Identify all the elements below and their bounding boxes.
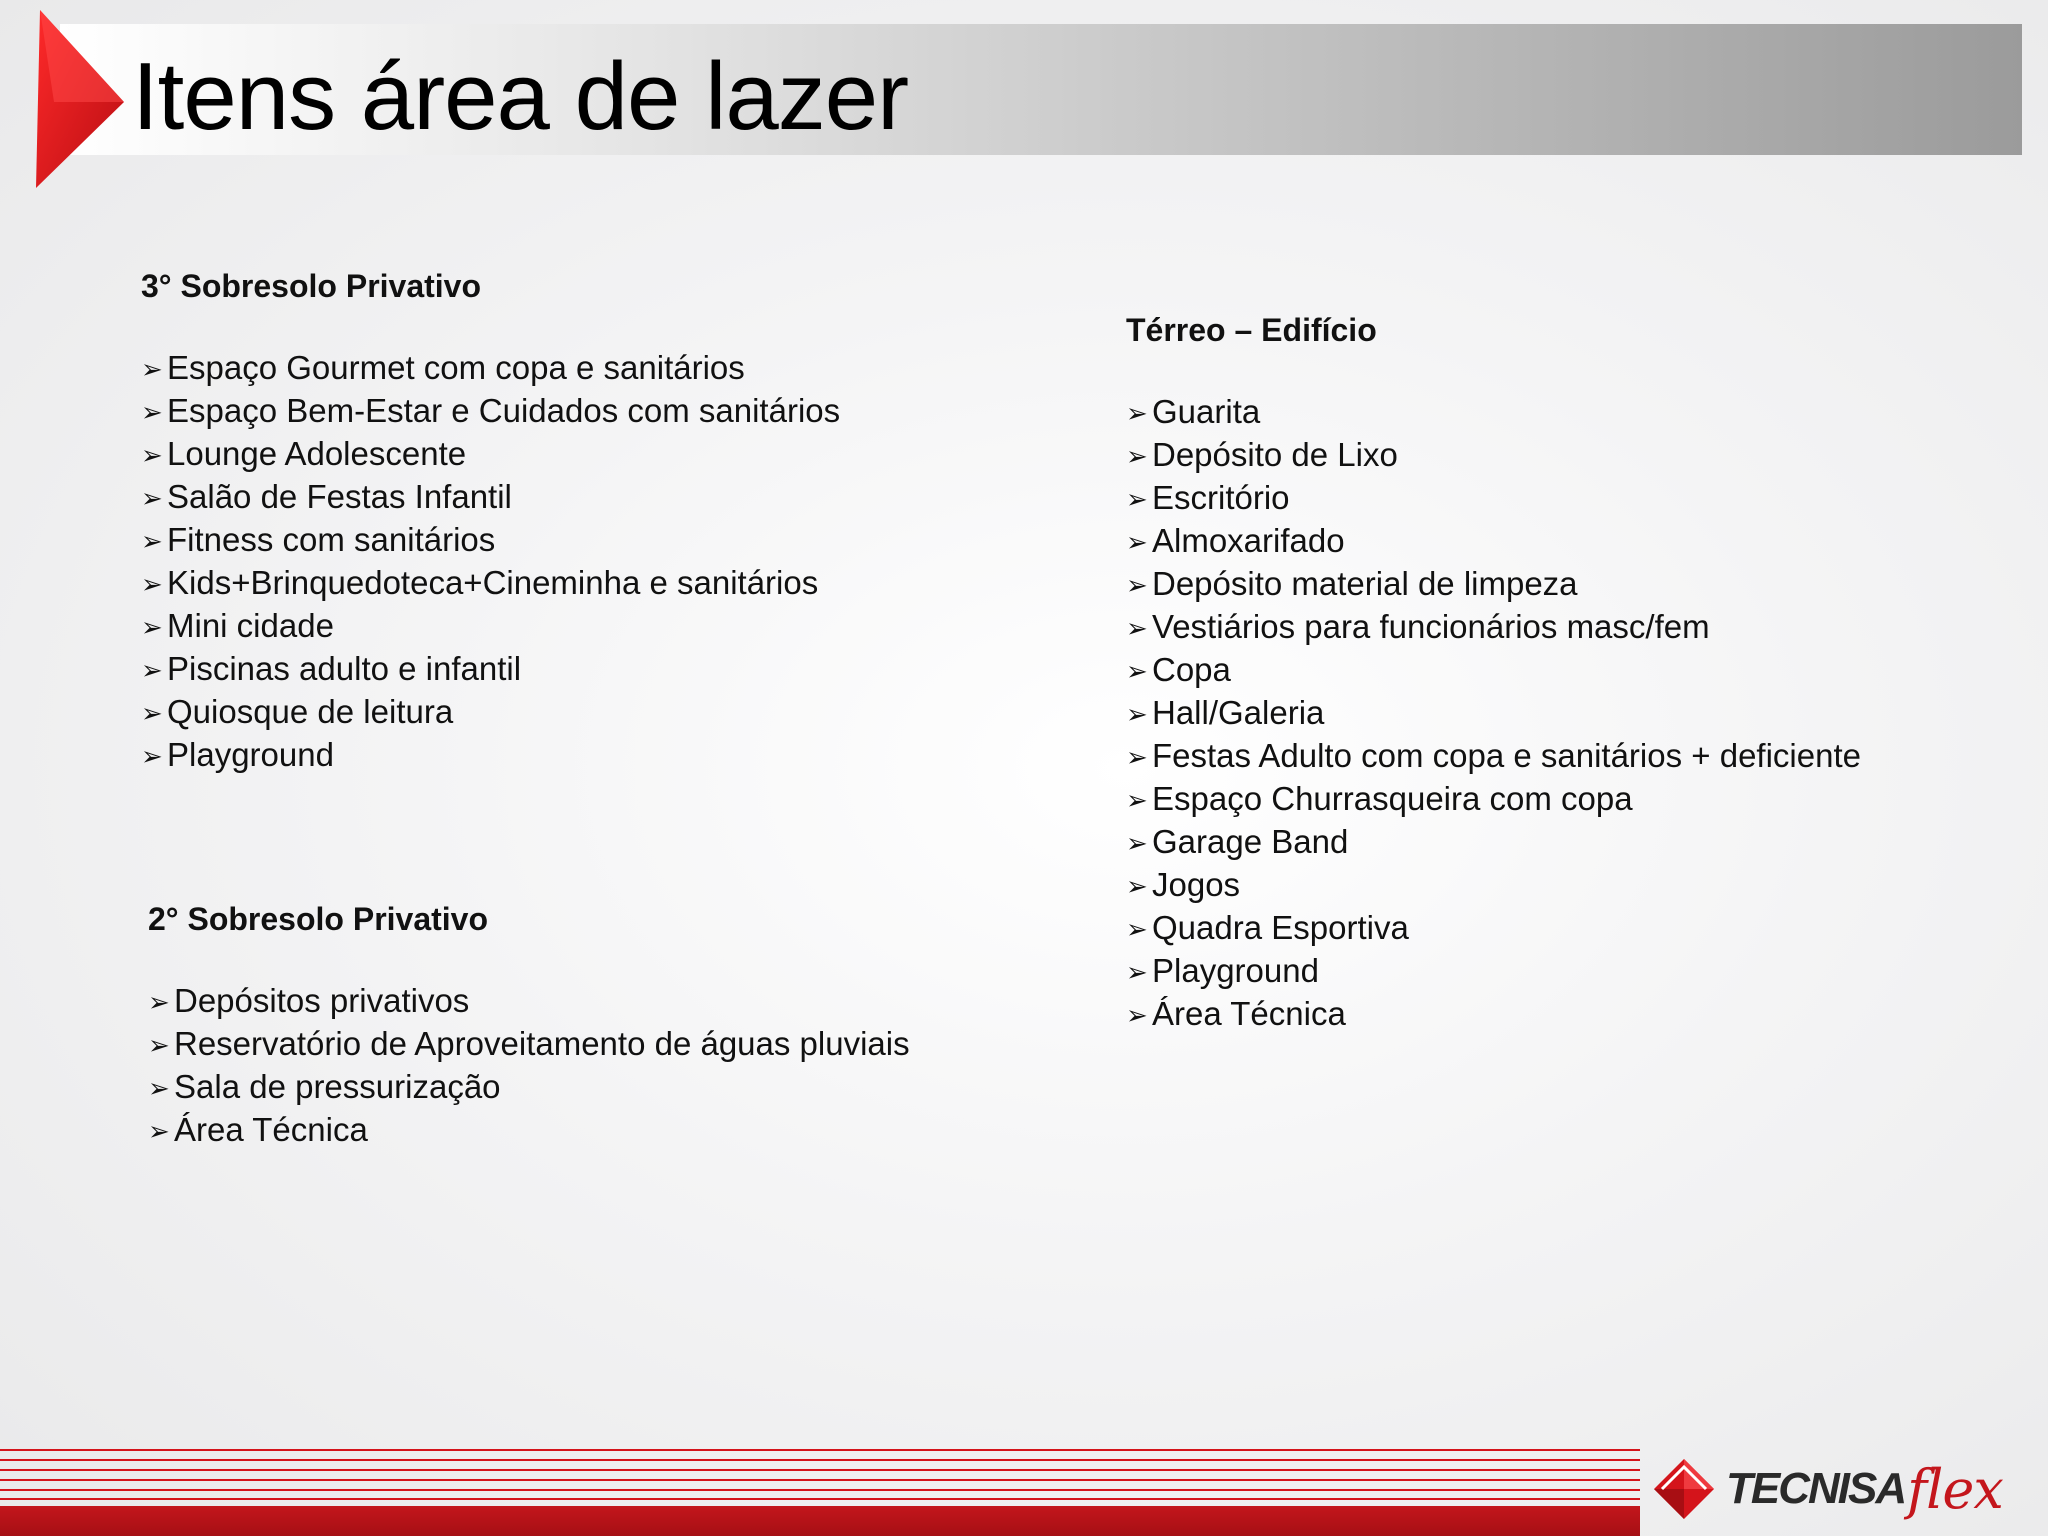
list-item [1126, 950, 1861, 993]
list-item [1126, 692, 1861, 735]
list-item [141, 433, 840, 476]
footer [0, 1446, 2048, 1536]
section-terreo-edificio [1126, 312, 1861, 1036]
item-list [141, 347, 840, 777]
list-item-label: Playground [167, 736, 334, 773]
list-item-label: Quiosque de leitura [167, 693, 454, 730]
arrow-bullet-icon: ➢ [141, 526, 163, 556]
list-item-label: Piscinas adulto e infantil [167, 650, 522, 687]
list-item [148, 1023, 910, 1066]
list-item-label: Salão de Festas Infantil [167, 478, 512, 515]
list-item [1126, 606, 1861, 649]
section-heading: Térreo – Edifício [1126, 312, 1377, 348]
arrow-bullet-icon: ➢ [1126, 871, 1148, 901]
list-item-label: Hall/Galeria [1152, 694, 1325, 731]
list-item [141, 347, 840, 390]
arrow-bullet-icon: ➢ [1126, 570, 1148, 600]
list-item [141, 734, 840, 777]
list-item [141, 605, 840, 648]
list-item [1126, 907, 1861, 950]
arrow-bullet-icon: ➢ [1126, 785, 1148, 815]
list-item-label: Jogos [1152, 866, 1241, 903]
arrow-bullet-icon: ➢ [141, 569, 163, 599]
list-item-label: Copa [1152, 651, 1231, 688]
footer-stripes [0, 1446, 1640, 1506]
list-item-label: Depósito de Lixo [1152, 436, 1398, 473]
arrow-bullet-icon: ➢ [1126, 957, 1148, 987]
logo-script-text: flex [1907, 1457, 2003, 1521]
list-item [1126, 391, 1861, 434]
item-list [1126, 391, 1861, 1036]
tecnisa-flex-logo [1648, 1446, 2040, 1532]
list-item-label: Depósito material de limpeza [1152, 565, 1578, 602]
arrow-bullet-icon: ➢ [1126, 914, 1148, 944]
list-item-label: Almoxarifado [1152, 522, 1345, 559]
list-item [141, 562, 840, 605]
arrow-bullet-icon: ➢ [1126, 613, 1148, 643]
arrow-bullet-icon: ➢ [1126, 742, 1148, 772]
diamond-logo-icon [1648, 1453, 1720, 1525]
list-item-label: Sala de pressurização [174, 1068, 501, 1105]
arrow-bullet-icon: ➢ [1126, 828, 1148, 858]
list-item [141, 476, 840, 519]
footer-band [0, 1506, 1640, 1536]
arrow-bullet-icon: ➢ [141, 655, 163, 685]
list-item-label: Garage Band [1152, 823, 1349, 860]
arrow-bullet-icon: ➢ [1126, 527, 1148, 557]
list-item-label: Vestiários para funcionários masc/fem [1152, 608, 1710, 645]
arrow-bullet-icon: ➢ [141, 698, 163, 728]
list-item-label: Playground [1152, 952, 1319, 989]
logo-brand-text: TECNISA [1726, 1464, 1906, 1513]
section-2-sobresolo [148, 901, 910, 1152]
list-item-label: Depósitos privativos [174, 982, 470, 1019]
arrow-bullet-icon: ➢ [148, 1073, 170, 1103]
list-item [1126, 735, 1861, 778]
arrow-bullet-icon: ➢ [141, 483, 163, 513]
list-item-label: Área Técnica [174, 1111, 368, 1148]
list-item-label: Mini cidade [167, 607, 334, 644]
arrow-bullet-icon: ➢ [141, 612, 163, 642]
list-item [148, 980, 910, 1023]
list-item-label: Quadra Esportiva [1152, 909, 1409, 946]
list-item-label: Kids+Brinquedoteca+Cineminha e sanitários [167, 564, 819, 601]
section-3-sobresolo [141, 268, 840, 777]
list-item [1126, 993, 1861, 1036]
list-item [1126, 477, 1861, 520]
arrow-bullet-icon: ➢ [148, 1030, 170, 1060]
list-item [141, 691, 840, 734]
list-item [1126, 778, 1861, 821]
list-item-label: Fitness com sanitários [167, 521, 496, 558]
arrow-bullet-icon: ➢ [141, 397, 163, 427]
list-item [1126, 649, 1861, 692]
arrow-bullet-icon: ➢ [1126, 699, 1148, 729]
arrow-bullet-icon: ➢ [1126, 484, 1148, 514]
list-item [1126, 434, 1861, 477]
arrow-bullet-icon: ➢ [1126, 656, 1148, 686]
arrow-bullet-icon: ➢ [1126, 441, 1148, 471]
list-item [148, 1109, 910, 1152]
arrow-bullet-icon: ➢ [141, 440, 163, 470]
item-list [148, 980, 910, 1152]
arrow-bullet-icon: ➢ [148, 1116, 170, 1146]
section-heading: 2° Sobresolo Privativo [148, 901, 489, 937]
arrow-bullet-icon: ➢ [1126, 1000, 1148, 1030]
list-item-label: Guarita [1152, 393, 1261, 430]
list-item [1126, 520, 1861, 563]
list-item-label: Lounge Adolescente [167, 435, 467, 472]
list-item-label: Reservatório de Aproveitamento de águas pluviais [174, 1025, 910, 1062]
list-item-label: Festas Adulto com copa e sanitários + deficiente [1152, 737, 1861, 774]
triangle-arrow-icon [32, 6, 132, 192]
arrow-bullet-icon: ➢ [141, 354, 163, 384]
list-item-label: Área Técnica [1152, 995, 1346, 1032]
list-item [1126, 864, 1861, 907]
list-item-label: Espaço Gourmet com copa e sanitários [167, 349, 745, 386]
page-title: Itens área de lazer [132, 43, 909, 150]
list-item-label: Escritório [1152, 479, 1290, 516]
list-item-label: Espaço Churrasqueira com copa [1152, 780, 1633, 817]
list-item [1126, 563, 1861, 606]
arrow-bullet-icon: ➢ [148, 987, 170, 1017]
arrow-bullet-icon: ➢ [141, 741, 163, 771]
list-item [141, 390, 840, 433]
list-item [141, 648, 840, 691]
list-item [148, 1066, 910, 1109]
section-heading: 3° Sobresolo Privativo [141, 268, 482, 304]
list-item [141, 519, 840, 562]
list-item [1126, 821, 1861, 864]
arrow-bullet-icon: ➢ [1126, 398, 1148, 428]
list-item-label: Espaço Bem-Estar e Cuidados com sanitários [167, 392, 841, 429]
